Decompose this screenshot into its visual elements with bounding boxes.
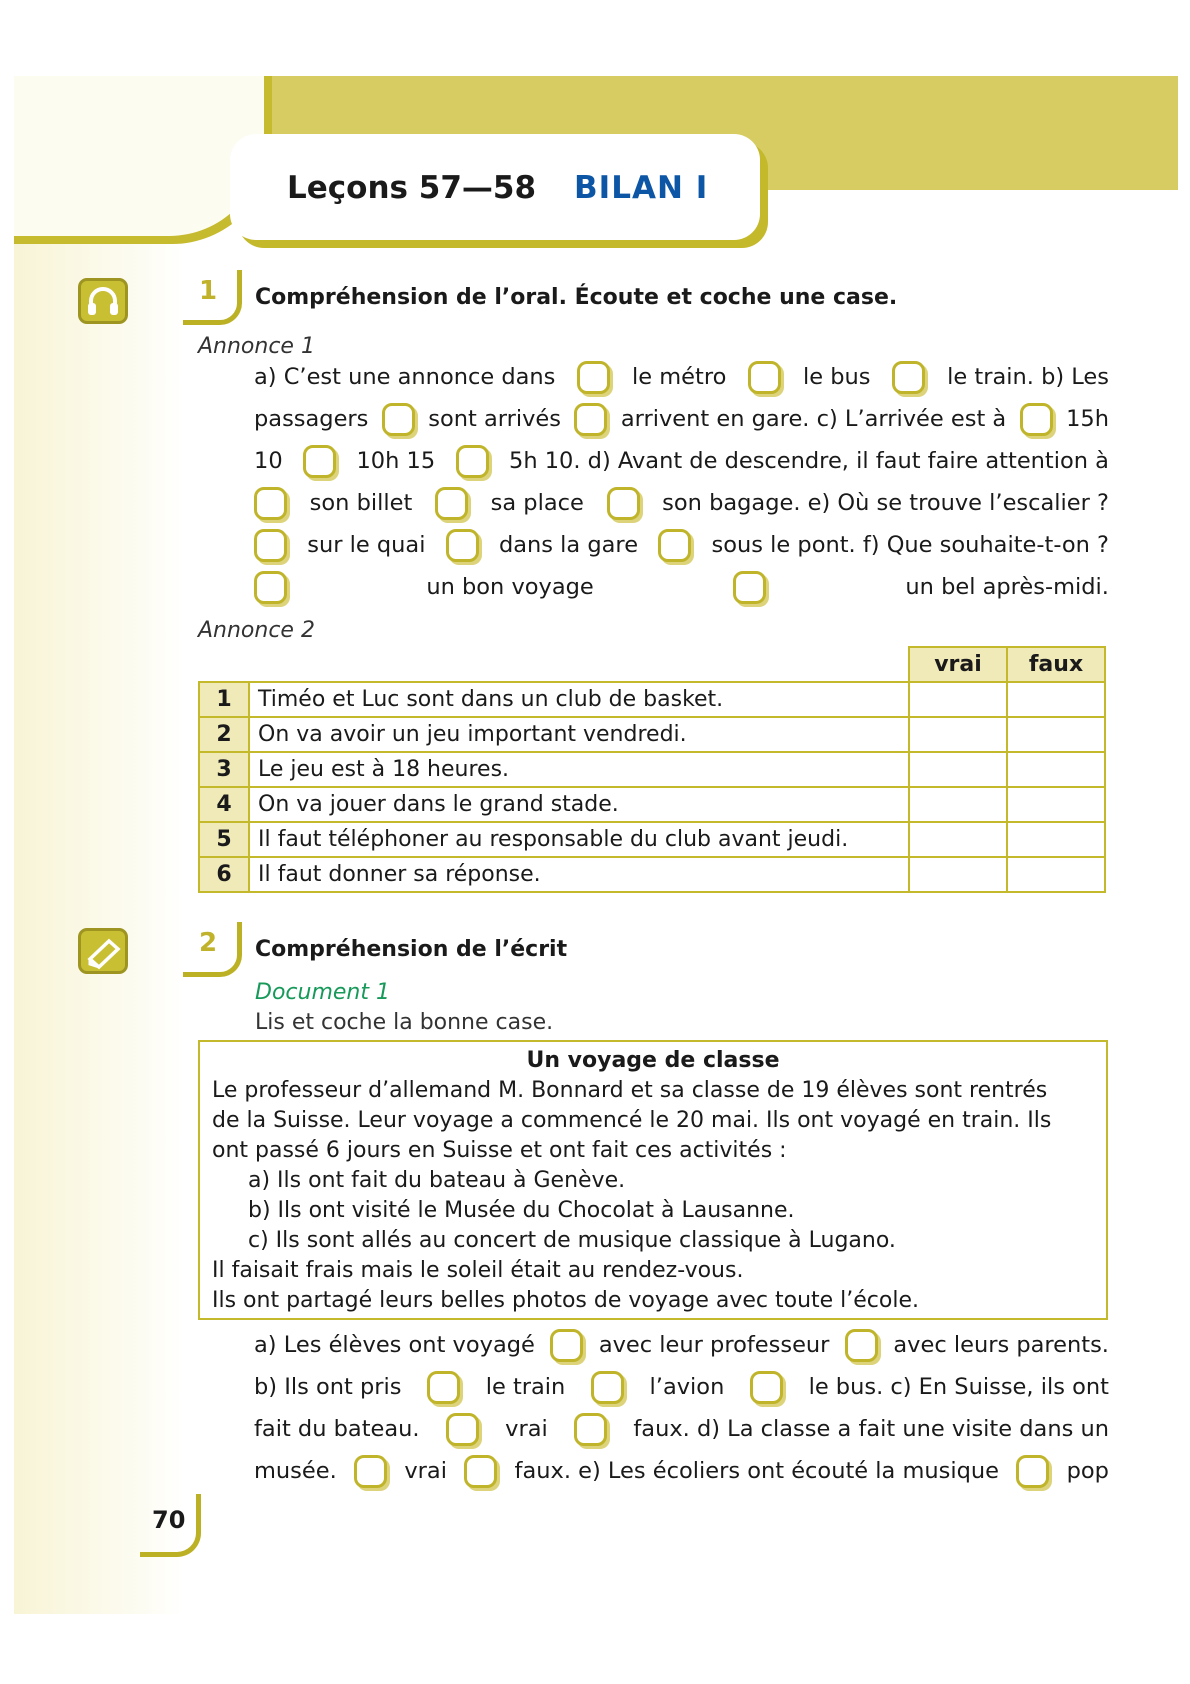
- answer-checkbox[interactable]: [254, 529, 287, 562]
- answer-checkbox[interactable]: [748, 361, 781, 394]
- bilan-label: BILAN I: [574, 170, 709, 206]
- row-statement: Il faut téléphoner au responsable du club avant jeudi.: [249, 822, 909, 857]
- vrai-header: vrai: [909, 647, 1007, 682]
- exercise1-answer-line: [254, 446, 1109, 476]
- true-false-table: [198, 646, 1106, 893]
- answer-checkbox[interactable]: [733, 571, 766, 604]
- vrai-cell[interactable]: [909, 717, 1007, 752]
- answer-text: le bus: [803, 364, 871, 390]
- page-number: 70: [152, 1506, 186, 1534]
- exercise2-answer-line: [254, 1372, 1109, 1402]
- row-statement: Timéo et Luc sont dans un club de basket.: [249, 682, 909, 717]
- answer-text: son bagage. e) Où se trouve l’escalier ?: [662, 490, 1109, 516]
- answer-checkbox[interactable]: [607, 487, 640, 520]
- row-number: 5: [199, 822, 249, 857]
- answer-checkbox[interactable]: [577, 361, 610, 394]
- answer-checkbox[interactable]: [591, 1371, 624, 1404]
- exercise-2-number: 2: [183, 922, 242, 977]
- document-line: ont passé 6 jours en Suisse et ont fait ces activités :: [212, 1138, 787, 1163]
- table-row: [199, 822, 1105, 857]
- exercise1-answer-line: [254, 488, 1109, 518]
- table-row: [199, 787, 1105, 822]
- answer-text: vrai: [404, 1458, 447, 1484]
- exercise1-answer-line: [254, 404, 1109, 434]
- answer-text: un bon voyage: [426, 574, 594, 600]
- answer-text: sa place: [490, 490, 584, 516]
- document-box: [198, 1040, 1108, 1320]
- answer-checkbox[interactable]: [254, 571, 287, 604]
- answer-checkbox[interactable]: [446, 529, 479, 562]
- answer-checkbox[interactable]: [464, 1455, 497, 1488]
- exercise2-answer-line: [254, 1330, 1109, 1360]
- answer-checkbox[interactable]: [303, 445, 336, 478]
- answer-text: le train: [485, 1374, 566, 1400]
- row-statement: On va jouer dans le grand stade.: [249, 787, 909, 822]
- answer-text: arrivent en gare. c) L’arrivée est à: [620, 406, 1007, 432]
- answer-checkbox[interactable]: [354, 1455, 387, 1488]
- exercise-1-title: Compréhension de l’oral. Écoute et coche une case.: [255, 285, 898, 310]
- answer-checkbox[interactable]: [382, 403, 415, 436]
- faux-cell[interactable]: [1007, 787, 1105, 822]
- answer-checkbox[interactable]: [435, 487, 468, 520]
- table-row: [199, 717, 1105, 752]
- answer-text: pop: [1066, 1458, 1109, 1484]
- faux-cell[interactable]: [1007, 682, 1105, 717]
- answer-text: a) Les élèves ont voyagé: [254, 1332, 535, 1358]
- page-number-box: [140, 1494, 201, 1557]
- answer-text: le métro: [632, 364, 727, 390]
- table-row: [199, 752, 1105, 787]
- answer-text: vrai: [505, 1416, 548, 1442]
- row-statement: Le jeu est à 18 heures.: [249, 752, 909, 787]
- answer-text: l’avion: [649, 1374, 725, 1400]
- answer-checkbox[interactable]: [892, 361, 925, 394]
- row-number: 3: [199, 752, 249, 787]
- answer-text: b) Ils ont pris: [254, 1374, 402, 1400]
- answer-text: sur le quai: [307, 532, 426, 558]
- document-title: Un voyage de classe: [526, 1048, 780, 1073]
- answer-text: un bel après-midi.: [905, 574, 1109, 600]
- book-icon: [78, 928, 128, 974]
- answer-checkbox[interactable]: [658, 529, 691, 562]
- answer-text: avec leur professeur: [598, 1332, 830, 1358]
- answer-text: le bus. c) En Suisse, ils ont: [808, 1374, 1109, 1400]
- answer-checkbox[interactable]: [845, 1329, 878, 1362]
- answer-text: faux. e) Les écoliers ont écouté la musique: [514, 1458, 999, 1484]
- answer-checkbox[interactable]: [574, 403, 607, 436]
- document-line: Le professeur d’allemand M. Bonnard et sa classe de 19 élèves sont rentrés: [212, 1078, 1048, 1103]
- document-1-label: Document 1: [255, 980, 390, 1005]
- faux-header: faux: [1007, 647, 1105, 682]
- row-statement: Il faut donner sa réponse.: [249, 857, 909, 892]
- answer-text: 10h 15: [356, 448, 436, 474]
- vrai-cell[interactable]: [909, 787, 1007, 822]
- answer-text: sont arrivés: [428, 406, 561, 432]
- answer-text: 10: [254, 448, 283, 474]
- answer-text: son billet: [309, 490, 413, 516]
- table-row: [199, 682, 1105, 717]
- page-title: [287, 170, 708, 206]
- lessons-label: Leçons 57—58: [287, 170, 537, 206]
- exercise1-answer-line: [254, 572, 1109, 602]
- document-line: b) Ils ont visité le Musée du Chocolat à Lausanne.: [248, 1198, 795, 1223]
- annonce-1-label: Annonce 1: [198, 334, 315, 359]
- answer-checkbox[interactable]: [750, 1371, 783, 1404]
- row-number: 4: [199, 787, 249, 822]
- answer-text: fait du bateau.: [254, 1416, 420, 1442]
- row-number: 2: [199, 717, 249, 752]
- answer-checkbox[interactable]: [550, 1329, 583, 1362]
- answer-text: 5h 10. d) Avant de descendre, il faut faire attention à: [509, 448, 1109, 474]
- answer-text: avec leurs parents.: [893, 1332, 1109, 1358]
- answer-text: dans la gare: [498, 532, 639, 558]
- document-line: a) Ils ont fait du bateau à Genève.: [248, 1168, 626, 1193]
- document-line: c) Ils sont allés au concert de musique classique à Lugano.: [248, 1228, 896, 1253]
- row-number: 1: [199, 682, 249, 717]
- faux-cell[interactable]: [1007, 822, 1105, 857]
- vrai-cell[interactable]: [909, 857, 1007, 892]
- exercise1-answer-line: [254, 530, 1109, 560]
- answer-checkbox[interactable]: [574, 1413, 607, 1446]
- exercise-2-title: Compréhension de l’écrit: [255, 937, 568, 962]
- document-line: de la Suisse. Leur voyage a commencé le 20 mai. Ils ont voyagé en train. Ils: [212, 1108, 1052, 1133]
- vrai-cell[interactable]: [909, 752, 1007, 787]
- answer-text: 15h: [1066, 406, 1109, 432]
- answer-text: le train. b) Les: [947, 364, 1109, 390]
- answer-checkbox[interactable]: [1020, 403, 1053, 436]
- exercise2-answer-line: [254, 1456, 1109, 1486]
- answer-text: faux. d) La classe a fait une visite dans un: [633, 1416, 1109, 1442]
- faux-cell[interactable]: [1007, 752, 1105, 787]
- answer-text: musée.: [254, 1458, 337, 1484]
- headphones-icon: [78, 278, 128, 324]
- exercise-1-number: 1: [183, 270, 242, 325]
- annonce-2-label: Annonce 2: [198, 618, 315, 643]
- answer-checkbox[interactable]: [456, 445, 489, 478]
- answer-text: passagers: [254, 406, 369, 432]
- answer-checkbox[interactable]: [254, 487, 287, 520]
- vrai-cell[interactable]: [909, 822, 1007, 857]
- answer-text: sous le pont. f) Que souhaite-t-on ?: [711, 532, 1109, 558]
- instruction-text: Lis et coche la bonne case.: [255, 1010, 554, 1035]
- answer-checkbox[interactable]: [427, 1371, 460, 1404]
- row-statement: On va avoir un jeu important vendredi.: [249, 717, 909, 752]
- row-number: 6: [199, 857, 249, 892]
- vrai-cell[interactable]: [909, 682, 1007, 717]
- exercise1-answer-line: [254, 362, 1109, 392]
- answer-checkbox[interactable]: [446, 1413, 479, 1446]
- header-band-cutout: [14, 76, 264, 236]
- document-line: Ils ont partagé leurs belles photos de voyage avec toute l’école.: [212, 1288, 919, 1313]
- faux-cell[interactable]: [1007, 857, 1105, 892]
- exercise2-answer-line: [254, 1414, 1109, 1444]
- document-line: Il faisait frais mais le soleil était au rendez-vous.: [212, 1258, 744, 1283]
- faux-cell[interactable]: [1007, 717, 1105, 752]
- answer-text: a) C’est une annonce dans: [254, 364, 556, 390]
- table-row: [199, 857, 1105, 892]
- answer-checkbox[interactable]: [1016, 1455, 1049, 1488]
